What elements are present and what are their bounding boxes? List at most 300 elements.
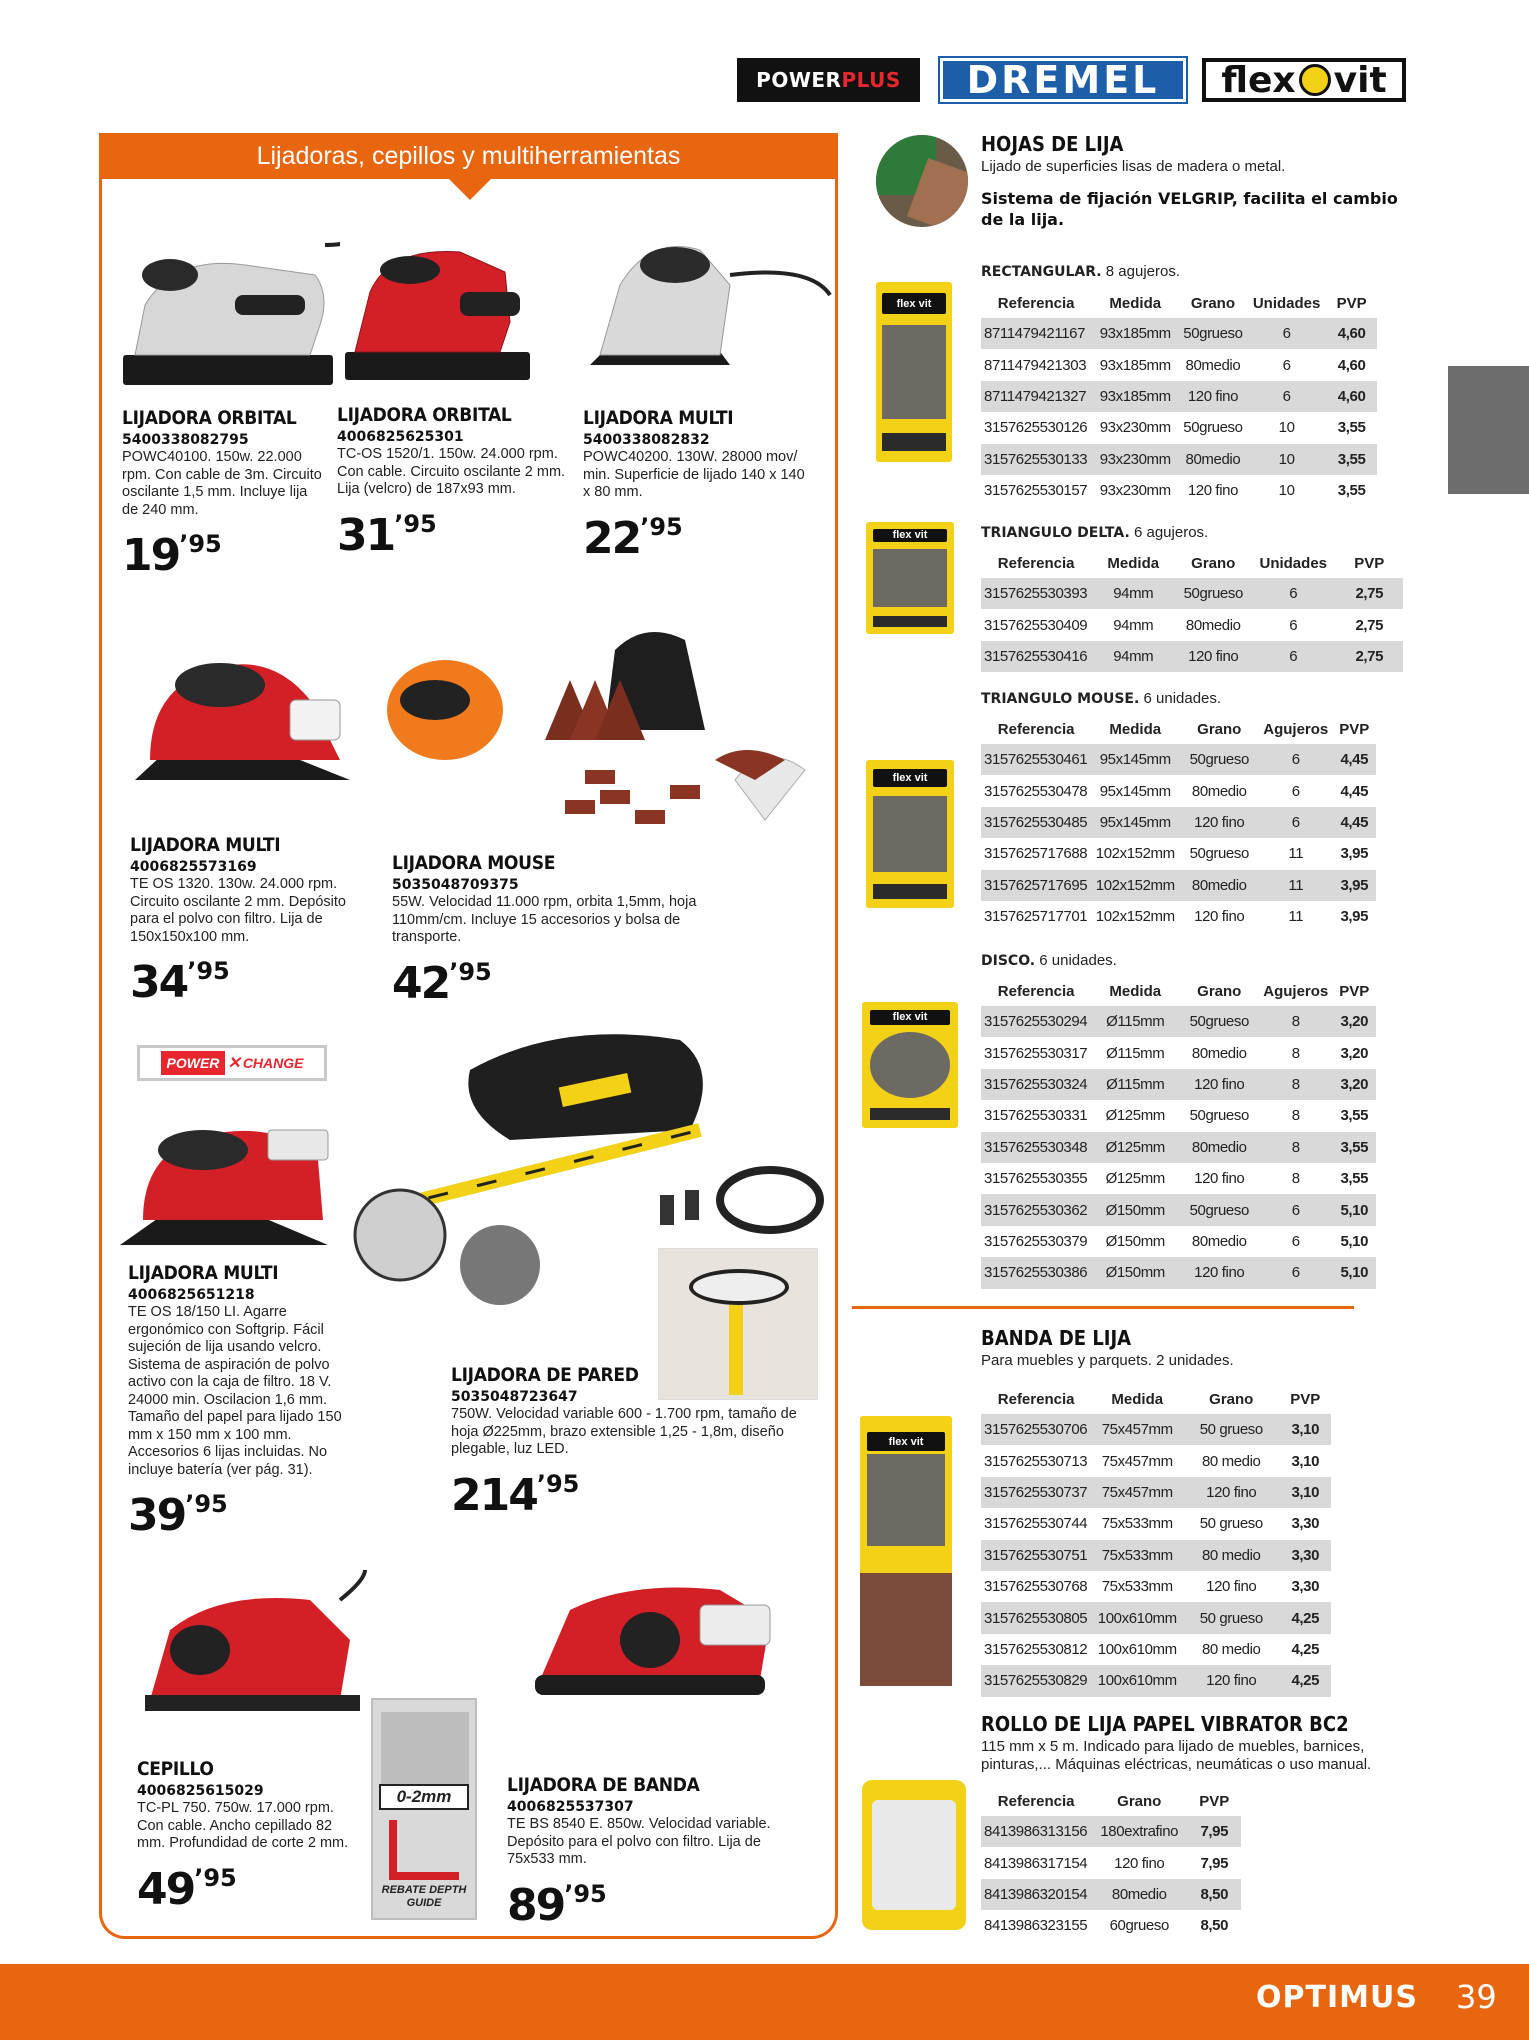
table-cell: 4,45: [1332, 807, 1376, 838]
planer-badges: [371, 1698, 477, 1920]
product-ref: 4006825573169: [130, 859, 257, 875]
table-row: [981, 1414, 1331, 1445]
table-cell: 3157625530126: [984, 419, 1088, 437]
product-desc: TE BS 8540 E. 850w. Velocidad variable. Depósito para el polvo con filtro. Lija de 75x533 mm.: [507, 1816, 771, 1867]
table-cell: 60grueso: [1109, 1917, 1169, 1935]
table-cell: 3157625530133: [981, 444, 1091, 475]
table-cell: 3,95: [1340, 845, 1369, 863]
section-tab: [1448, 366, 1529, 494]
product-card: [507, 1774, 797, 1931]
column-header: Medida: [1111, 1390, 1164, 1408]
table-cell: 120 fino: [1183, 1477, 1279, 1508]
product-card: [128, 1262, 343, 1541]
table-row: [981, 609, 1403, 640]
price-integer: 22: [583, 512, 641, 564]
flexovit-logo: [1202, 58, 1406, 102]
table-cell: 3,55: [1327, 444, 1377, 475]
column-header: PVP: [1290, 1390, 1321, 1408]
table-cell: 120 fino: [1179, 807, 1259, 838]
table-cell: 5,10: [1332, 1194, 1376, 1225]
product-price: [128, 1479, 343, 1541]
column-header: Medida: [1109, 982, 1162, 1000]
column-header: PVP: [1354, 554, 1385, 572]
table-row: [981, 1665, 1331, 1696]
flexovit-pack-logo: flex vit: [870, 1010, 951, 1025]
table-cell: 3157625530478: [984, 782, 1088, 800]
table-cell: 80medio: [1191, 1044, 1247, 1062]
product-name: LIJADORA MULTI: [130, 834, 281, 856]
table-cell: 120 fino: [1194, 908, 1245, 926]
column-header: Grano: [1197, 720, 1242, 738]
table-row: [981, 1879, 1241, 1910]
product-name: LIJADORA DE PARED: [451, 1364, 639, 1386]
column-header: Grano: [1190, 294, 1236, 312]
table-cell: 2,75: [1355, 616, 1384, 634]
table-cell: 3157625530461: [981, 744, 1091, 775]
product-desc: POWC40200. 130W. 28000 mov/ min. Superficie de lijado 140 x 140 x 80 mm.: [583, 449, 805, 500]
column-header: Medida: [1107, 554, 1160, 572]
section-label-rest: 6 agujeros.: [1133, 524, 1209, 541]
table-cell: 5,10: [1340, 1232, 1369, 1250]
table-cell: 3,55: [1332, 1132, 1376, 1163]
flexovit-logo-text-a: flex: [1221, 59, 1296, 101]
flexovit-pack-logo: flex vit: [873, 769, 947, 787]
table-cell: 11: [1288, 908, 1304, 926]
table-cell: 120 fino: [1179, 1069, 1259, 1100]
product-card: [451, 1364, 811, 1521]
table-cell: 120 fino: [1175, 641, 1251, 672]
table-cell: 3157625530324: [981, 1069, 1091, 1100]
multi-sander-powerplus-image: [580, 225, 840, 385]
table-cell: 3,55: [1340, 1170, 1369, 1188]
table-cell: 3,10: [1279, 1477, 1331, 1508]
column-header: Agujeros: [1263, 982, 1329, 1000]
column-header: Grano: [1191, 554, 1236, 572]
table-cell: 75x533mm: [1101, 1515, 1173, 1533]
table-cell: 120 fino: [1187, 482, 1239, 500]
flexovit-pack-logo: flex vit: [882, 293, 946, 315]
table-row: [981, 1257, 1376, 1288]
hojas-title: HOJAS DE LIJA: [981, 132, 1124, 156]
table-row: [981, 1540, 1331, 1571]
table-cell: 8711479421327: [981, 381, 1091, 412]
banda-pack-image: [860, 1416, 952, 1686]
table-row: [981, 1100, 1376, 1131]
table-cell: 120 fino: [1194, 1170, 1245, 1188]
product-price: [451, 1459, 811, 1521]
table-cell: 93x230mm: [1099, 482, 1171, 500]
price-integer: 89: [507, 1879, 565, 1931]
table-cell: 8,50: [1200, 1917, 1229, 1935]
table-cell: 8: [1291, 1107, 1300, 1125]
table-cell: 8: [1259, 1006, 1332, 1037]
table-cell: 3157625530737: [981, 1477, 1091, 1508]
powerplus-logo: [737, 58, 920, 102]
table-cell: 6: [1259, 1257, 1332, 1288]
product-price: [122, 519, 322, 581]
table-cell: 11: [1259, 870, 1332, 901]
table-cell: 3,30: [1279, 1540, 1331, 1571]
mouse-sander-kit-image: [385, 620, 815, 850]
table-cell: 6: [1259, 807, 1332, 838]
table-cell: 50grueso: [1189, 1107, 1249, 1125]
table-row: [981, 1163, 1376, 1194]
table-cell: Ø115mm: [1091, 1069, 1179, 1100]
table-cell: 6: [1251, 578, 1335, 609]
table-cell: 7,95: [1200, 1854, 1229, 1872]
product-card: [137, 1758, 362, 1915]
table-cell: 180extrafino: [1091, 1816, 1187, 1847]
table-cell: 50 grueso: [1199, 1515, 1263, 1533]
orbital-sander-powerplus-image: [115, 215, 340, 395]
column-header: Unidades: [1259, 554, 1327, 572]
banda-desc: Para muebles y parquets. 2 unidades.: [981, 1352, 1234, 1369]
price-decimals: ’95: [187, 957, 230, 985]
product-card: [392, 852, 722, 1009]
table-cell: 3157625530409: [984, 616, 1088, 634]
table-row: [981, 318, 1377, 349]
product-name: CEPILLO: [137, 1758, 214, 1780]
table-cell: 93x230mm: [1099, 419, 1171, 437]
product-name: LIJADORA DE BANDA: [507, 1774, 700, 1796]
price-decimals: ’95: [394, 509, 437, 538]
table-cell: 50grueso: [1179, 1194, 1259, 1225]
table-cell: 75x457mm: [1091, 1477, 1183, 1508]
column-header: Medida: [1109, 294, 1162, 312]
price-decimals: ’95: [564, 1879, 607, 1908]
table-header-row: [981, 1786, 1241, 1816]
table-cell: 93x185mm: [1099, 356, 1171, 374]
table-cell: Ø150mm: [1091, 1194, 1179, 1225]
product-desc: TE OS 1320. 130w. 24.000 rpm. Circuito oscilante 2 mm. Depósito para el polvo con filtro. Lija de 150x150x100 mm.: [130, 876, 346, 945]
table-cell: 8413986317154: [984, 1854, 1088, 1872]
table-row: [981, 1910, 1241, 1941]
multi-sander-einhell-image: [130, 640, 360, 785]
section-divider: [852, 1306, 1354, 1309]
price-integer: 39: [128, 1490, 186, 1541]
product-desc: 750W. Velocidad variable 600 - 1.700 rpm, tamaño de hoja Ø225mm, brazo extensible 1,25 - 1,8m, diseño plegable, luz LED.: [451, 1406, 797, 1457]
page-number: 39: [1456, 1978, 1497, 2016]
column-header: Referencia: [997, 554, 1075, 572]
rollo-image: [862, 1780, 966, 1930]
table-cell: 8711479421303: [984, 356, 1087, 374]
price-decimals: ’95: [194, 1863, 237, 1892]
table-cell: 3,30: [1291, 1515, 1320, 1533]
table-row: [981, 1816, 1241, 1847]
table-cell: 3157625530157: [984, 482, 1088, 500]
table-cell: 80medio: [1191, 1232, 1247, 1250]
table-cell: 95x145mm: [1091, 744, 1179, 775]
table-cell: 3157625530393: [981, 578, 1091, 609]
delta-table: [981, 548, 1403, 672]
table-cell: Ø150mm: [1091, 1257, 1179, 1288]
column-header: Referencia: [997, 1390, 1075, 1408]
dremel-logo: [940, 58, 1186, 102]
table-cell: 50grueso: [1189, 845, 1249, 863]
table-cell: Ø125mm: [1091, 1132, 1179, 1163]
mouse-table: [981, 714, 1376, 932]
table-cell: 4,25: [1279, 1665, 1331, 1696]
footer-brand: [1256, 1980, 1418, 2015]
product-desc: 55W. Velocidad 11.000 rpm, orbita 1,5mm, hoja 110mm/cm. Incluye 15 accesorios y bolsa de transporte.: [392, 894, 697, 945]
table-cell: 3,95: [1340, 908, 1369, 926]
table-cell: 3,95: [1332, 870, 1376, 901]
table-cell: 94mm: [1091, 578, 1175, 609]
table-row: [981, 807, 1376, 838]
rollo-desc: 115 mm x 5 m. Indicado para lijado de muebles, barnices, pinturas,... Máquinas eléctricas, neumáticas o uso manual.: [981, 1738, 1372, 1773]
table-cell: 3157625530768: [984, 1578, 1088, 1596]
table-cell: 3,10: [1291, 1452, 1320, 1470]
column-header: Unidades: [1252, 294, 1321, 312]
table-cell: 80 medio: [1183, 1540, 1279, 1571]
price-decimals: ’95: [640, 512, 683, 541]
table-cell: 4,60: [1337, 356, 1366, 374]
column-header: Referencia: [997, 720, 1075, 738]
table-row: [981, 1006, 1376, 1037]
table-cell: 6: [1247, 381, 1327, 412]
product-desc: TE OS 18/150 LI. Agarre ergonómico con Softgrip. Fácil sujeción de lija usando velcro. Sistema de aspiración de polvo activo con la caja de filtro. 18 V. 24000 min. Oscilacion 1,6 mm. Tamaño del papel para lijado 150 mm x 150 mm x 100 mm. Accesorios 6 lijas incluidas. No incluye batería (ver pág. 31).: [128, 1304, 342, 1478]
planer-depth-badge: 0-2mm: [379, 1784, 469, 1810]
table-cell: 3157625530706: [981, 1414, 1091, 1445]
power-x-change-badge-b: CHANGE: [242, 1055, 304, 1071]
table-row: [981, 1477, 1331, 1508]
price-decimals: ’95: [179, 530, 222, 558]
table-cell: 2,75: [1335, 578, 1403, 609]
rectangular-pack-image: [876, 282, 952, 462]
table-cell: 3157625717701: [984, 908, 1088, 926]
hojas-feature: Sistema de fijación VELGRIP, facilita el cambio de la lija.: [981, 189, 1398, 229]
table-cell: 50grueso: [1179, 318, 1246, 349]
product-price: [137, 1853, 362, 1915]
table-cell: 80 medio: [1201, 1452, 1261, 1470]
table-cell: 94mm: [1091, 641, 1175, 672]
column-header: Medida: [1109, 720, 1162, 738]
column-header: Grano: [1117, 1792, 1162, 1810]
table-row: [981, 1571, 1331, 1602]
rollo-table: [981, 1786, 1241, 1942]
power-x-change-badge: [137, 1045, 327, 1081]
table-cell: 95x145mm: [1091, 807, 1179, 838]
product-ref: 5035048709375: [392, 877, 519, 893]
table-cell: 3,30: [1291, 1578, 1320, 1596]
planer-rebate-badge: REBATE DEPTH GUIDE: [381, 1884, 467, 1909]
table-cell: 4,60: [1327, 318, 1377, 349]
table-cell: 4,25: [1279, 1602, 1331, 1633]
powerplus-logo-text: POWER: [756, 68, 842, 92]
table-cell: 8,50: [1187, 1879, 1241, 1910]
column-header: PVP: [1336, 294, 1367, 312]
table-cell: 11: [1288, 845, 1304, 863]
product-ref: 5035048723647: [451, 1389, 578, 1405]
product-card: [337, 404, 577, 561]
table-cell: 4,45: [1332, 744, 1376, 775]
table-cell: 10: [1278, 482, 1295, 500]
price-decimals: ’95: [536, 1469, 580, 1498]
column-header: Referencia: [997, 294, 1075, 312]
table-cell: 3157625717688: [984, 845, 1088, 863]
table-cell: 100x610mm: [1091, 1602, 1183, 1633]
table-row: [981, 1037, 1376, 1068]
belt-sander-image: [530, 1570, 790, 1710]
table-cell: 3157625530379: [984, 1232, 1088, 1250]
table-cell: 8413986320154: [981, 1879, 1091, 1910]
product-ref: 4006825615029: [137, 1783, 264, 1799]
table-row: [981, 1226, 1376, 1257]
table-cell: 3157625530331: [984, 1107, 1088, 1125]
flexovit-logo-text-b: vit: [1333, 59, 1387, 101]
table-cell: 4,25: [1291, 1640, 1320, 1658]
product-ref: 5400338082832: [583, 432, 710, 448]
table-cell: 93x185mm: [1091, 318, 1179, 349]
product-card: [130, 834, 350, 1008]
product-desc: TC-PL 750. 750w. 17.000 rpm. Con cable. Ancho cepillado 82 mm. Profundidad de corte 2 mm.: [137, 1800, 349, 1851]
rectangular-label: [981, 263, 1180, 280]
table-cell: 10: [1278, 419, 1295, 437]
table-row: [981, 1445, 1331, 1476]
disco-table: [981, 976, 1376, 1289]
price-integer: 34: [130, 957, 188, 1008]
table-row: [981, 1847, 1241, 1878]
product-ref: 4006825625301: [337, 429, 464, 445]
table-cell: 2,75: [1335, 641, 1403, 672]
price-decimals: ’95: [449, 957, 492, 986]
panel-title: Lijadoras, cepillos y multiherramientas: [99, 133, 838, 179]
table-cell: 8413986323155: [984, 1917, 1088, 1935]
mouse-label: [981, 690, 1221, 707]
table-cell: 50grueso: [1179, 1006, 1259, 1037]
table-cell: Ø125mm: [1105, 1107, 1165, 1125]
product-name: LIJADORA MULTI: [583, 407, 734, 429]
table-cell: 80medio: [1179, 870, 1259, 901]
table-row: [981, 1508, 1331, 1539]
table-header-row: [981, 714, 1376, 744]
disco-label: [981, 952, 1117, 969]
product-price: [507, 1869, 797, 1931]
dremel-logo-text: DREMEL: [966, 58, 1160, 102]
table-cell: 50grueso: [1179, 744, 1259, 775]
price-integer: 31: [337, 509, 395, 561]
table-cell: 10: [1247, 444, 1327, 475]
table-cell: 8413986313156: [981, 1816, 1091, 1847]
table-cell: 8711479421167: [981, 318, 1091, 349]
delta-label: [981, 524, 1208, 541]
table-cell: 3157625717695: [981, 870, 1091, 901]
table-row: [981, 412, 1377, 443]
table-cell: 50 grueso: [1183, 1414, 1279, 1445]
table-row: [981, 1194, 1376, 1225]
rectangular-table: [981, 288, 1377, 506]
table-cell: 75x533mm: [1101, 1578, 1173, 1596]
table-header-row: [981, 976, 1376, 1006]
price-integer: 214: [451, 1469, 537, 1521]
product-ref: 5400338082795: [122, 432, 249, 448]
table-cell: 3157625530386: [981, 1257, 1091, 1288]
table-cell: 93x230mm: [1091, 444, 1179, 475]
table-cell: 120 fino: [1183, 1665, 1279, 1696]
table-cell: 3157625530294: [981, 1006, 1091, 1037]
table-cell: 50grueso: [1175, 578, 1251, 609]
table-cell: 7,95: [1187, 1816, 1241, 1847]
table-cell: 6: [1291, 1232, 1300, 1250]
table-cell: 80medio: [1185, 356, 1241, 374]
product-card: [583, 407, 813, 564]
table-cell: 4,60: [1327, 381, 1377, 412]
product-desc: POWC40100. 150w. 22.000 rpm. Con cable de 3m. Circuito oscilante 1,5 mm. Incluye lija de 240 mm.: [122, 449, 322, 518]
table-cell: 75x533mm: [1091, 1540, 1183, 1571]
banda-title: BANDA DE LIJA: [981, 1326, 1132, 1350]
section-label-bold: TRIANGULO MOUSE.: [981, 691, 1140, 707]
table-cell: 100x610mm: [1091, 1665, 1183, 1696]
product-price: [583, 502, 813, 564]
table-cell: Ø150mm: [1105, 1232, 1165, 1250]
table-cell: 93x185mm: [1091, 381, 1179, 412]
table-cell: 3157625530416: [981, 641, 1091, 672]
price-integer: 42: [392, 957, 450, 1009]
table-row: [981, 381, 1377, 412]
table-cell: 3,55: [1337, 419, 1366, 437]
table-cell: 120 fino: [1206, 1578, 1257, 1596]
column-header: Referencia: [997, 1792, 1075, 1810]
table-row: [981, 1069, 1376, 1100]
table-cell: 3157625530805: [981, 1602, 1091, 1633]
orbital-sander-einhell-image: [340, 232, 540, 392]
table-cell: 3,10: [1279, 1414, 1331, 1445]
table-header-row: [981, 288, 1377, 318]
table-cell: 6: [1282, 356, 1291, 374]
table-row: [981, 775, 1376, 806]
column-header: PVP: [1339, 720, 1370, 738]
table-cell: 3157625530713: [984, 1452, 1088, 1470]
table-header-row: [981, 548, 1403, 578]
planer-image: [140, 1570, 370, 1720]
table-cell: 80 medio: [1201, 1640, 1261, 1658]
sandpaper-sample-photo: [876, 135, 968, 227]
table-cell: Ø125mm: [1105, 1170, 1165, 1188]
table-cell: 75x457mm: [1101, 1452, 1173, 1470]
table-cell: 120 fino: [1114, 1854, 1165, 1872]
table-cell: 6: [1259, 1194, 1332, 1225]
panel-arrow-icon: [448, 178, 492, 200]
table-row: [981, 1602, 1331, 1633]
table-cell: 8: [1259, 1069, 1332, 1100]
table-cell: 6: [1247, 318, 1327, 349]
section-label-bold: TRIANGULO DELTA.: [981, 525, 1130, 541]
table-cell: 50grueso: [1183, 419, 1243, 437]
table-cell: 100x610mm: [1097, 1640, 1177, 1658]
rollo-section: [981, 1712, 1381, 1774]
table-cell: 8: [1259, 1132, 1332, 1163]
table-cell: 4,45: [1340, 782, 1369, 800]
table-cell: 120 fino: [1179, 381, 1246, 412]
table-cell: Ø115mm: [1091, 1006, 1179, 1037]
table-cell: 3,55: [1340, 1107, 1369, 1125]
product-price: [392, 947, 722, 1009]
product-name: LIJADORA ORBITAL: [122, 407, 297, 429]
table-cell: 80medio: [1179, 444, 1246, 475]
column-header: Grano: [1209, 1390, 1254, 1408]
section-label-rest: 6 unidades.: [1143, 690, 1222, 707]
table-cell: 3157625530485: [981, 807, 1091, 838]
table-cell: 3157625530829: [981, 1665, 1091, 1696]
rollo-title: ROLLO DE LIJA PAPEL VIBRATOR BC2: [981, 1712, 1349, 1736]
product-ref: 4006825651218: [128, 1287, 255, 1303]
price-integer: 19: [122, 530, 180, 581]
table-header-row: [981, 1384, 1331, 1414]
table-cell: 3157625530751: [981, 1540, 1091, 1571]
product-desc: TC-OS 1520/1. 150w. 24.000 rpm. Con cable. Circuito oscilante 2 mm. Lija (velcro) de 187x93 mm.: [337, 446, 566, 497]
table-cell: 3157625530812: [984, 1640, 1088, 1658]
table-cell: 3157625530744: [984, 1515, 1088, 1533]
